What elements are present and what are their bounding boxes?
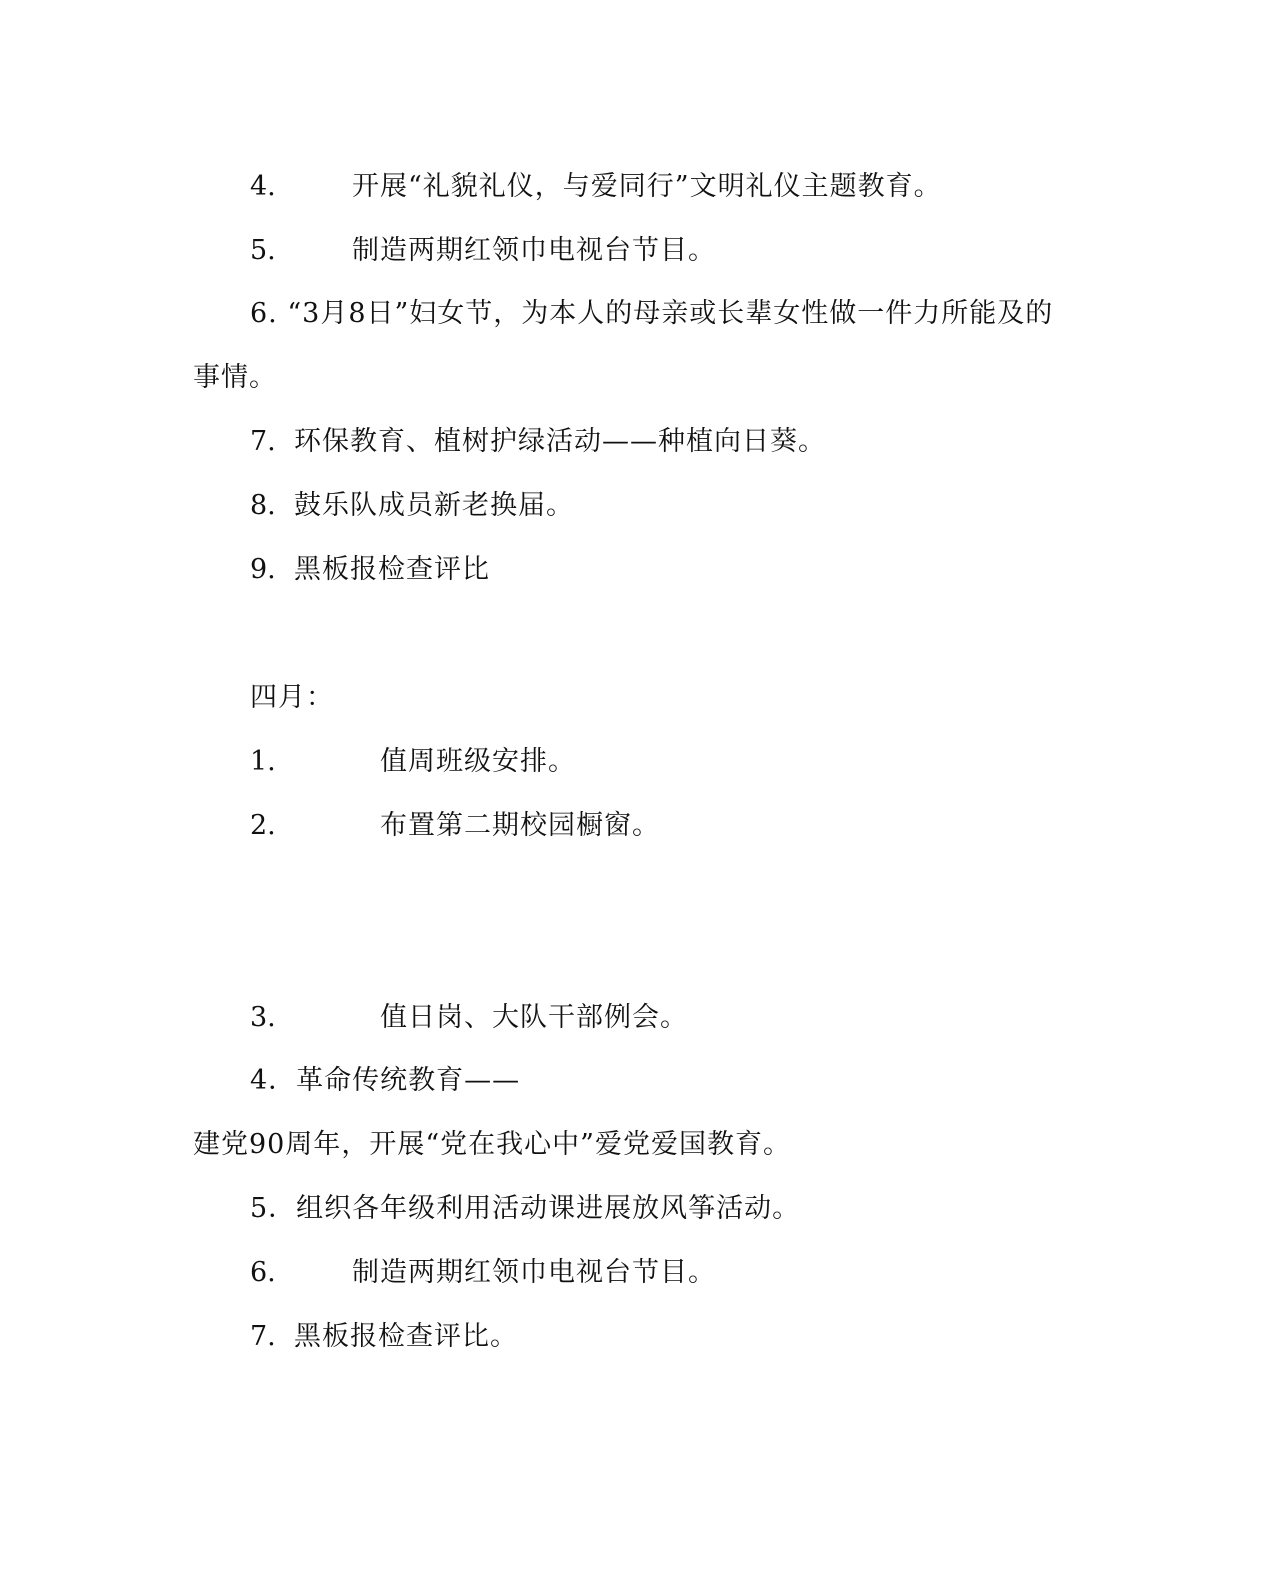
list-item-text: 黑板报检查评比。 xyxy=(294,1321,518,1352)
list-number: 7. xyxy=(250,1321,276,1352)
list-item-continuation: 事情。 xyxy=(193,362,277,393)
list-number: 1. xyxy=(250,746,276,777)
list-item-text: 4．革命传统教育—— xyxy=(250,1065,521,1096)
list-number: 8. xyxy=(250,490,276,521)
list-item-text: 鼓乐队成员新老换届。 xyxy=(294,490,574,521)
list-item-text: 布置第二期校园橱窗。 xyxy=(380,810,660,841)
list-item-text: 制造两期红领巾电视台节目。 xyxy=(352,1257,716,1288)
list-item-text: 值周班级安排。 xyxy=(380,746,576,777)
list-item-text: 6. “3月8日”妇女节，为本人的母亲或长辈女性做一件力所能及的 xyxy=(250,298,1054,329)
list-number: 5. xyxy=(250,235,276,266)
list-item-text: 开展“礼貌礼仪，与爱同行”文明礼仪主题教育。 xyxy=(352,171,942,202)
list-number: 7. xyxy=(250,426,276,457)
list-item-text: 环保教育、植树护绿活动——种植向日葵。 xyxy=(294,426,826,457)
list-number: 4. xyxy=(250,171,276,202)
list-number: 9. xyxy=(250,554,276,585)
list-item-text: 5．组织各年级利用活动课进展放风筝活动。 xyxy=(250,1193,801,1224)
list-item-text: 黑板报检查评比 xyxy=(294,554,490,585)
list-item-text: 值日岗、大队干部例会。 xyxy=(380,1002,688,1033)
list-number: 6. xyxy=(250,1257,276,1288)
list-item-continuation: 建党90周年，开展“党在我心中”爱党爱国教育。 xyxy=(193,1129,791,1160)
section-heading: 四月： xyxy=(250,682,334,713)
list-item-text: 制造两期红领巾电视台节目。 xyxy=(352,235,716,266)
list-number: 2. xyxy=(250,810,276,841)
list-number: 3. xyxy=(250,1002,276,1033)
